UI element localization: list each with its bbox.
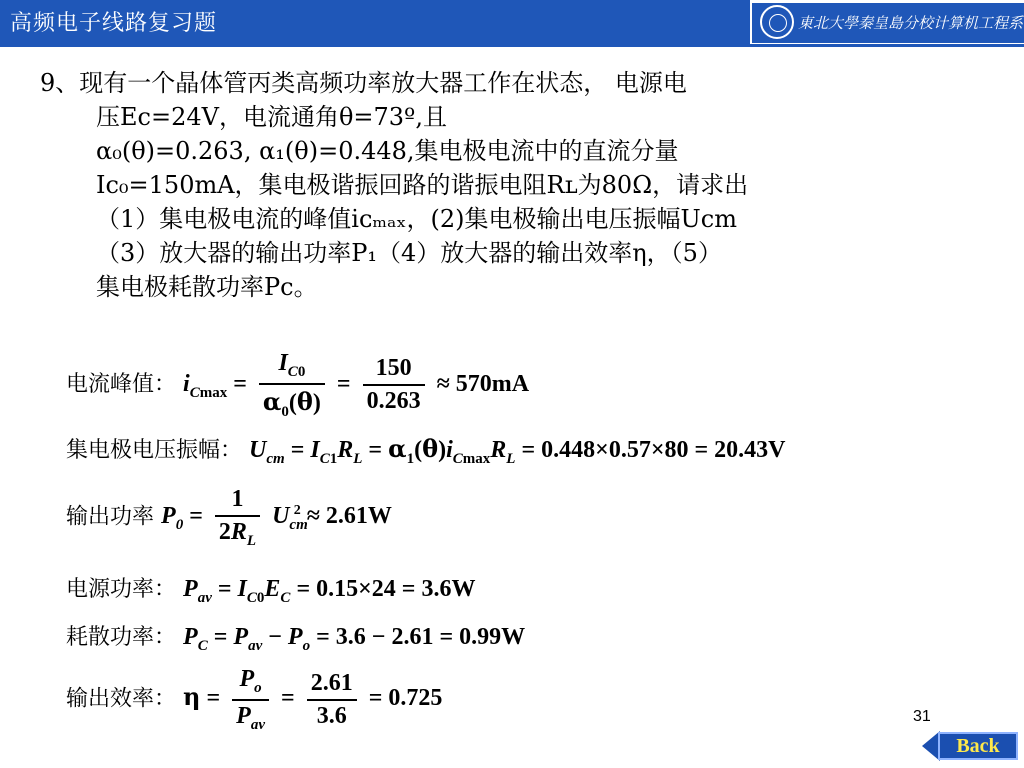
- solution-efficiency: [66, 666, 442, 734]
- pc-value: = 3.6 − 2.61 = 0.99W: [316, 624, 526, 650]
- eff-denominator: 3.6: [316, 702, 347, 729]
- solution-dissipated-power: [66, 620, 525, 655]
- peak-fraction-2: [363, 355, 425, 415]
- psupply-value: = 0.15×24 = 3.6W: [296, 576, 476, 602]
- solution-voltage-amplitude: [66, 433, 786, 468]
- peak-equation: $i_{Cmax}$ = $\frac{I_{C0}}{\alpha_0(\theta)}$ = $\frac{150}{0.263}$ ≈ 570mA: [183, 350, 530, 420]
- solution-output-power: [66, 486, 392, 550]
- ucm-equation: $U_{cm} = I_{C1}R_L = \alpha_1(\theta)i_{Cmax}R_L = 0.448\times 0.57\times 80 = 20.43V$: [249, 434, 786, 467]
- pout-result: ≈ 2.61W: [306, 503, 392, 530]
- psupply-label: 电源功率：: [66, 577, 177, 602]
- peak-result: ≈ 570mA: [436, 370, 530, 397]
- seal-icon: [760, 5, 794, 39]
- pc-label: 耗散功率：: [66, 625, 177, 650]
- eff-fraction-2: [307, 670, 357, 730]
- problem-line-5: （1）集电极电流的峰值iᴄₘₐₓ，(2)集电极输出电压振幅Ucm: [96, 205, 737, 233]
- pout-fraction: $\frac{1}{2R_L}$: [215, 486, 260, 550]
- eff-result: = 0.725: [368, 685, 443, 712]
- header-title-band: [0, 0, 750, 44]
- problem-line-2: 压Ec=24V，电流通角θ=73º,且: [96, 103, 447, 131]
- peak-label: 电流峰值：: [66, 371, 177, 397]
- problem-line-6: （3）放大器的输出功率P₁（4）放大器的输出效率η，（5）: [96, 239, 722, 267]
- eff-equation: η = $\frac{P_o}{P_{av}}$ = $\frac{2.61}{3.6}$ = 0.725: [183, 666, 443, 733]
- problem-line-1: 9、现有一个晶体管丙类高频功率放大器工作在状态， 电源电: [40, 69, 687, 97]
- pout-equation: $P_0$ = $\frac{1}{2R_L}$ $U_{cm}^2 \approx 2.61W$: [161, 486, 392, 549]
- eff-numerator: 2.61: [307, 670, 357, 701]
- university-logo: [752, 3, 1024, 43]
- page-title: 高频电子线路复习题: [10, 11, 218, 36]
- problem-line-7: 集电极耗散功率Pc。: [96, 273, 318, 301]
- peak-numerator: 150: [363, 355, 425, 386]
- header-divider: [0, 44, 1024, 47]
- psupply-equation: $P_{av} = I_{C0}E_C = 0.15\times 24 = 3.6W$: [183, 576, 476, 606]
- solution-supply-power: [66, 572, 475, 607]
- back-button[interactable]: [922, 727, 1022, 765]
- ucm-label: 集电极电压振幅：: [66, 438, 243, 463]
- header-bar: [0, 0, 1024, 44]
- eff-fraction-1: $\frac{P_o}{P_{av}}$: [232, 666, 269, 734]
- pc-equation: $P_C = P_{av} - P_o = 3.6 - 2.61 = 0.99W$: [183, 624, 526, 654]
- peak-denominator: 0.263: [366, 388, 421, 415]
- pout-label: 输出功率: [66, 504, 155, 530]
- problem-line-3: α₀(θ)=0.263, α₁(θ)=0.448,集电极电流中的直流分量: [96, 137, 679, 165]
- peak-fraction-1: $\frac{I_{C0}}{\alpha_0(\theta)}$: [259, 350, 325, 421]
- eff-label: 输出效率：: [66, 686, 177, 712]
- page-number: 31: [913, 708, 931, 725]
- solution-peak-current: [66, 350, 529, 421]
- problem-text: [40, 66, 748, 304]
- back-button-label: Back: [938, 732, 1018, 760]
- ucm-value: = 0.448×0.57×80 = 20.43V: [521, 437, 786, 463]
- problem-line-4: Ic₀=150mA，集电极谐振回路的谐振电阻Rʟ为80Ω，请求出: [96, 171, 749, 199]
- logo-text: 東北大學秦皇島分校计算机工程系: [798, 14, 1024, 32]
